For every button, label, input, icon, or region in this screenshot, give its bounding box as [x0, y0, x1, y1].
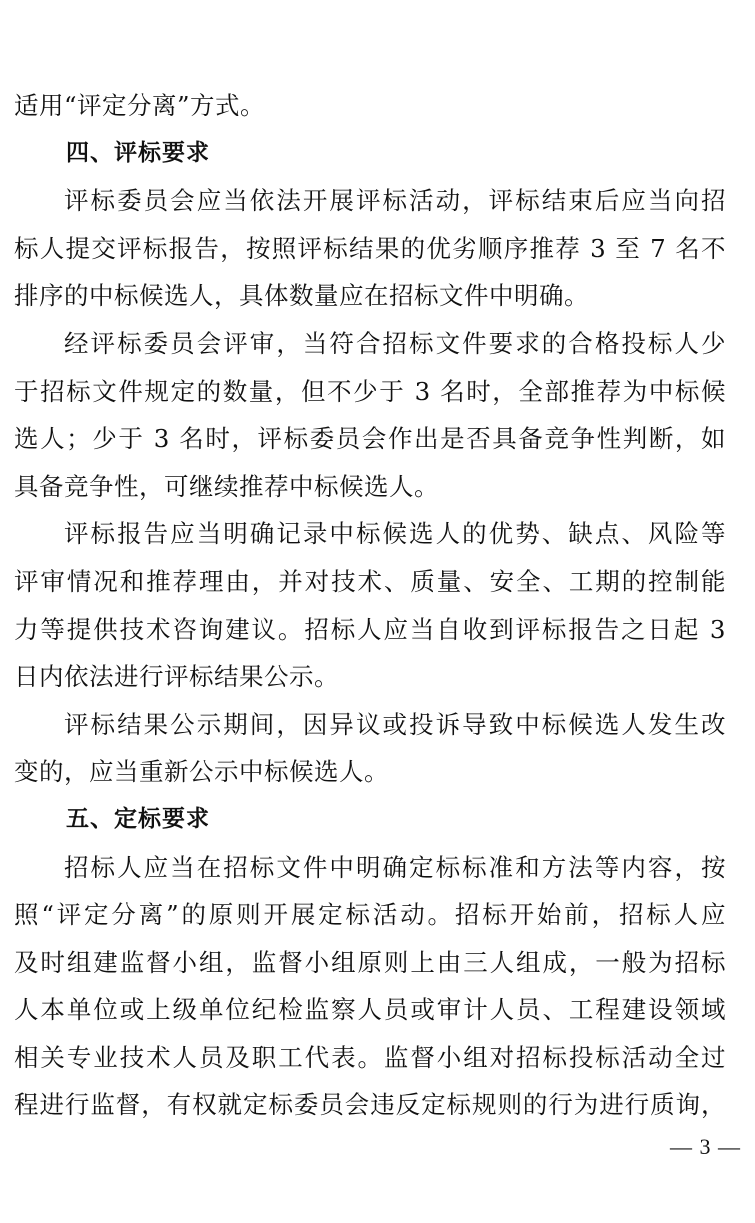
body-line: 日内依法进行评标结果公示。	[14, 662, 339, 692]
body-line: 评标报告应当明确记录中标候选人的优势、缺点、风险等	[64, 519, 726, 549]
body-line: 具备竞争性，可继续推荐中标候选人。	[14, 471, 439, 501]
page-number: — 3 —	[670, 1134, 741, 1159]
body-line: 于招标文件规定的数量，但不少于 3 名时，全部推荐为中标候	[14, 376, 726, 406]
document-body	[14, 82, 726, 1129]
body-line: 适用“评定分离”方式。	[14, 91, 266, 120]
body-line: 评审情况和推荐理由，并对技术、质量、安全、工期的控制能	[14, 566, 726, 596]
body-line: 选人；少于 3 名时，评标委员会作出是否具备竞争性判断，如	[14, 424, 726, 454]
body-line: 力等提供技术咨询建议。招标人应当自收到评标报告之日起 3	[14, 614, 726, 644]
body-line: 标人提交评标报告，按照评标结果的优劣顺序推荐 3 至 7 名不	[14, 233, 726, 263]
body-line: 评标委员会应当依法开展评标活动，评标结束后应当向招	[64, 186, 726, 216]
body-line: 排序的中标候选人，具体数量应在招标文件中明确。	[14, 281, 589, 311]
body-line: 及时组建监督小组，监督小组原则上由三人组成，一般为招标	[14, 947, 726, 977]
body-line: 程进行监督，有权就定标委员会违反定标规则的行为进行质询，	[14, 1090, 726, 1120]
body-line: 照“评定分离”的原则开展定标活动。招标开始前，招标人应	[14, 900, 726, 930]
section-heading-award: 五、定标要求	[66, 805, 210, 832]
section-heading-evaluation: 四、评标要求	[66, 139, 210, 166]
body-line: 相关专业技术人员及职工代表。监督小组对招标投标活动全过	[14, 1042, 726, 1072]
body-line: 变的，应当重新公示中标候选人。	[14, 757, 389, 787]
body-line: 人本单位或上级单位纪检监察人员或审计人员、工程建设领域	[14, 995, 726, 1025]
body-line: 评标结果公示期间，因异议或投诉导致中标候选人发生改	[64, 709, 726, 739]
body-line: 经评标委员会评审，当符合招标文件要求的合格投标人少	[64, 328, 726, 358]
body-line: 招标人应当在招标文件中明确定标标准和方法等内容，按	[64, 852, 726, 882]
